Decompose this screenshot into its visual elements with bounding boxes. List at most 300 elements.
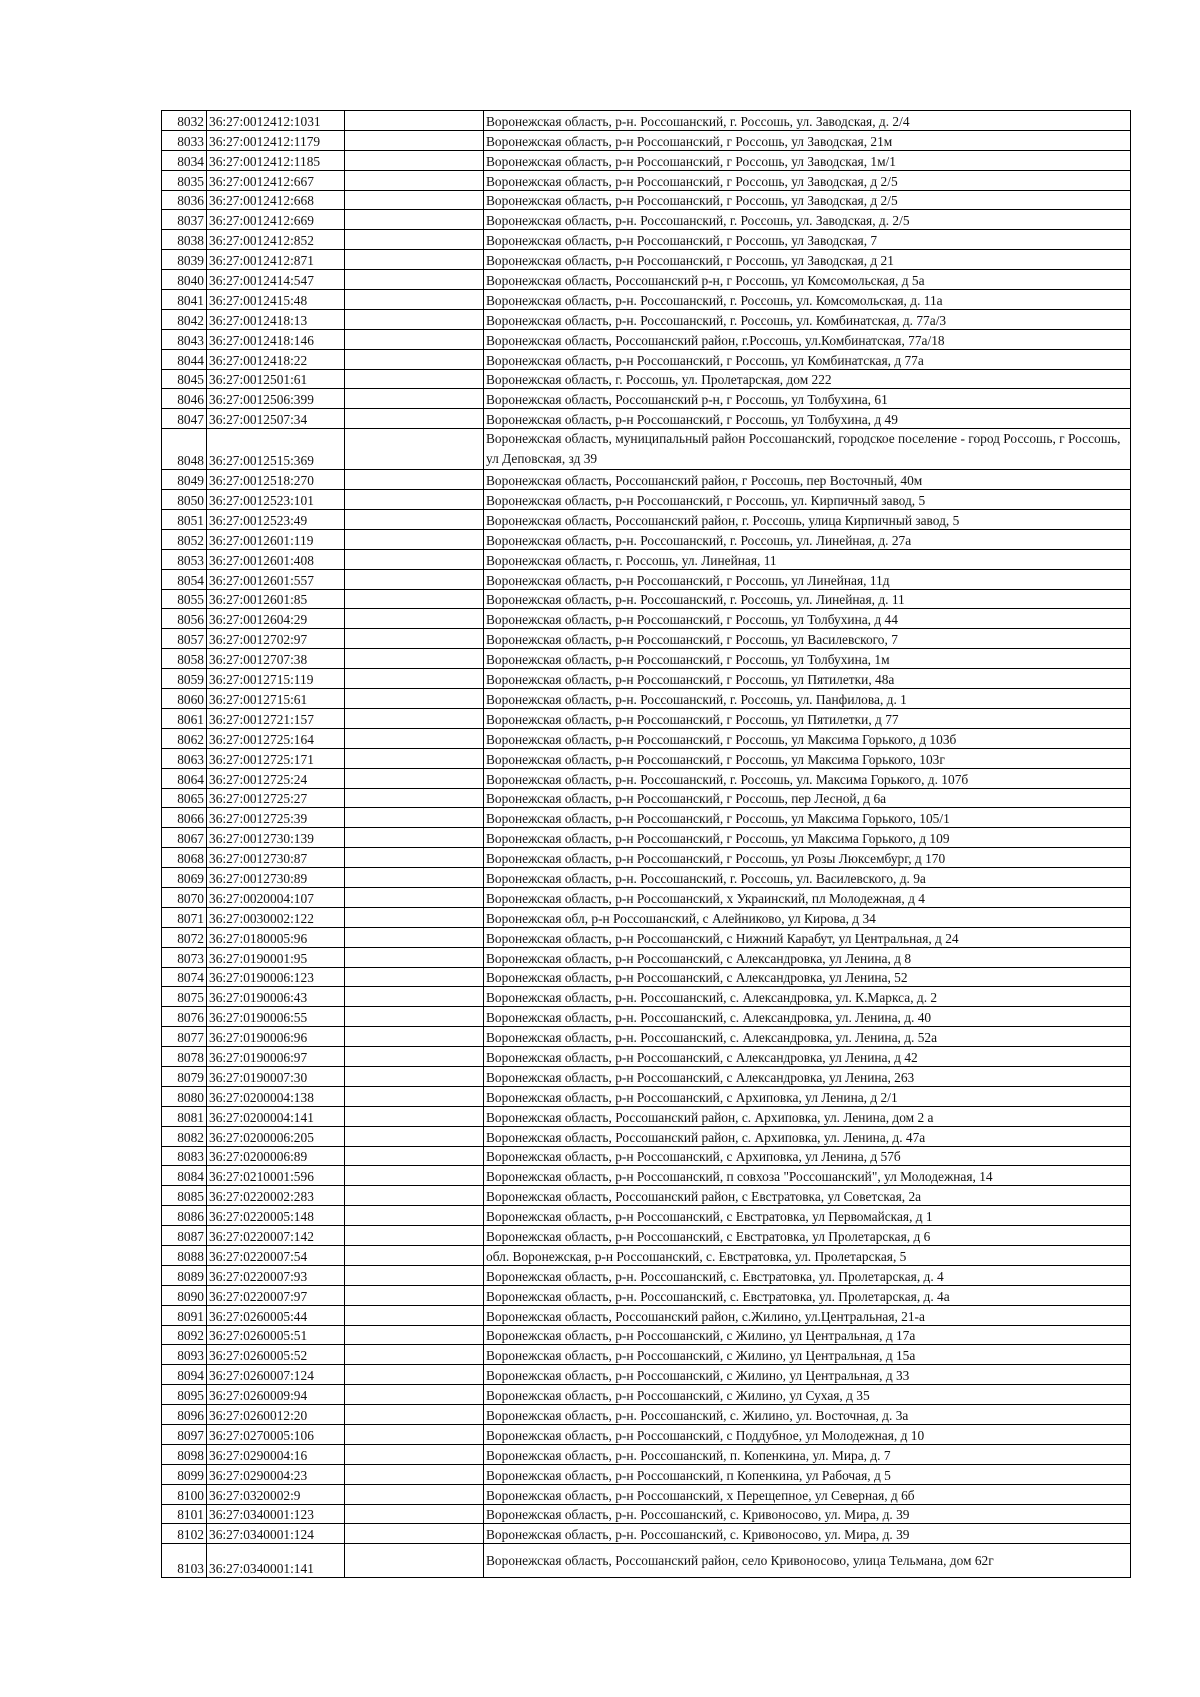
table-row [162, 389, 1131, 409]
address-cell: Воронежская область, р-н Россошанский, г Россошь, ул Заводская, д 2/5 [484, 190, 1131, 210]
cadastral-number-cell: 36:27:0200006:205 [207, 1126, 345, 1146]
cadastral-number-cell: 36:27:0220002:283 [207, 1186, 345, 1206]
row-number-cell: 8059 [162, 669, 207, 689]
address-cell: Воронежская область, р-н Россошанский, с Жилино, ул Центральная, д 33 [484, 1365, 1131, 1385]
address-cell: Воронежская область, Россошанский р-н, г Россошь, ул Толбухина, 61 [484, 389, 1131, 409]
cadastral-number-cell: 36:27:0270005:106 [207, 1425, 345, 1445]
cadastral-number-cell: 36:27:0012730:87 [207, 848, 345, 868]
table-row [162, 1245, 1131, 1265]
table-row [162, 130, 1131, 150]
address-cell: Воронежская область, Россошанский район, с. Архиповка, ул. Ленина, д. 47а [484, 1126, 1131, 1146]
row-number-cell: 8101 [162, 1504, 207, 1524]
cadastral-number-cell: 36:27:0012721:157 [207, 708, 345, 728]
row-number-cell: 8042 [162, 309, 207, 329]
address-cell: Воронежская область, г. Россошь, ул. Линейная, 11 [484, 549, 1131, 569]
address-cell: Воронежская область, р-н Россошанский, с Жилино, ул Центральная, д 15а [484, 1345, 1131, 1365]
table-row [162, 1325, 1131, 1345]
empty-cell [345, 470, 484, 490]
cadastral-number-cell: 36:27:0012518:270 [207, 470, 345, 490]
address-cell: Воронежская область, р-н. Россошанский, с. Кривоносово, ул. Мира, д. 39 [484, 1524, 1131, 1544]
cadastral-number-cell: 36:27:0012707:38 [207, 649, 345, 669]
address-cell: Воронежская область, р-н. Россошанский, г. Россошь, ул. Максима Горького, д. 107б [484, 768, 1131, 788]
cadastral-number-cell: 36:27:0220007:93 [207, 1265, 345, 1285]
cadastral-number-cell: 36:27:0012715:61 [207, 689, 345, 709]
cadastral-number-cell: 36:27:0012412:1031 [207, 111, 345, 131]
address-cell: Воронежская область, р-н Россошанский, с Нижний Карабут, ул Центральная, д 24 [484, 927, 1131, 947]
address-cell: Воронежская область, р-н Россошанский, х Украинский, пл Молодежная, д 4 [484, 887, 1131, 907]
empty-cell [345, 649, 484, 669]
cadastral-number-cell: 36:27:0220007:54 [207, 1245, 345, 1265]
table-row [162, 190, 1131, 210]
table-row [162, 987, 1131, 1007]
cadastral-number-cell: 36:27:0012725:24 [207, 768, 345, 788]
table-row [162, 1544, 1131, 1578]
cadastral-number-cell: 36:27:0200006:89 [207, 1146, 345, 1166]
empty-cell [345, 569, 484, 589]
cadastral-number-cell: 36:27:0012412:667 [207, 170, 345, 190]
row-number-cell: 8081 [162, 1106, 207, 1126]
table-row [162, 1444, 1131, 1464]
empty-cell [345, 689, 484, 709]
row-number-cell: 8089 [162, 1265, 207, 1285]
empty-cell [345, 907, 484, 927]
cadastral-number-cell: 36:27:0012725:39 [207, 808, 345, 828]
empty-cell [345, 788, 484, 808]
table-row [162, 1226, 1131, 1246]
row-number-cell: 8041 [162, 290, 207, 310]
empty-cell [345, 629, 484, 649]
cadastral-number-cell: 36:27:0012725:164 [207, 728, 345, 748]
table-row [162, 828, 1131, 848]
empty-cell [345, 329, 484, 349]
empty-cell [345, 1484, 484, 1504]
table-row [162, 1086, 1131, 1106]
table-row [162, 1166, 1131, 1186]
cadastral-number-cell: 36:27:0012501:61 [207, 369, 345, 389]
empty-cell [345, 1425, 484, 1445]
table-row [162, 768, 1131, 788]
empty-cell [345, 748, 484, 768]
table-row [162, 529, 1131, 549]
table-row [162, 1186, 1131, 1206]
address-cell: Воронежская область, р-н. Россошанский, г. Россошь, ул. Заводская, д. 2/5 [484, 210, 1131, 230]
table-row [162, 429, 1131, 470]
address-cell: Воронежская область, р-н Россошанский, г Россошь, ул Заводская, д 21 [484, 250, 1131, 270]
table-row [162, 1365, 1131, 1385]
cadastral-number-cell: 36:27:0340001:124 [207, 1524, 345, 1544]
address-cell: Воронежская область, р-н Россошанский, п Копенкина, ул Рабочая, д 5 [484, 1464, 1131, 1484]
address-cell: Воронежская область, р-н Россошанский, г Россошь, ул Максима Горького, д 109 [484, 828, 1131, 848]
empty-cell [345, 1166, 484, 1186]
table-row [162, 1484, 1131, 1504]
cadastral-number-cell: 36:27:0012412:871 [207, 250, 345, 270]
row-number-cell: 8090 [162, 1285, 207, 1305]
empty-cell [345, 1345, 484, 1365]
cadastral-number-cell: 36:27:0190001:95 [207, 947, 345, 967]
row-number-cell: 8072 [162, 927, 207, 947]
row-number-cell: 8084 [162, 1166, 207, 1186]
table-row [162, 967, 1131, 987]
address-cell: Воронежская область, р-н. Россошанский, с. Евстратовка, ул. Пролетарская, д. 4а [484, 1285, 1131, 1305]
empty-cell [345, 848, 484, 868]
empty-cell [345, 768, 484, 788]
row-number-cell: 8100 [162, 1484, 207, 1504]
table-row [162, 868, 1131, 888]
table-row [162, 369, 1131, 389]
address-cell: Воронежская область, р-н Россошанский, г Россошь, ул Пятилетки, д 77 [484, 708, 1131, 728]
table-row [162, 1146, 1131, 1166]
address-cell: Воронежская обл, р-н Россошанский, с Алейниково, ул Кирова, д 34 [484, 907, 1131, 927]
row-number-cell: 8037 [162, 210, 207, 230]
empty-cell [345, 529, 484, 549]
row-number-cell: 8082 [162, 1126, 207, 1146]
address-cell: Воронежская область, р-н. Россошанский, г. Россошь, ул. Комбинатская, д. 77а/3 [484, 309, 1131, 329]
row-number-cell: 8039 [162, 250, 207, 270]
table-row [162, 808, 1131, 828]
empty-cell [345, 1305, 484, 1325]
address-cell: Воронежская область, р-н Россошанский, с Александровка, ул Ленина, д 42 [484, 1047, 1131, 1067]
row-number-cell: 8074 [162, 967, 207, 987]
registry-table-body [162, 111, 1131, 1578]
empty-cell [345, 549, 484, 569]
empty-cell [345, 490, 484, 510]
table-row [162, 947, 1131, 967]
row-number-cell: 8103 [162, 1544, 207, 1578]
cadastral-number-cell: 36:27:0012507:34 [207, 409, 345, 429]
row-number-cell: 8038 [162, 230, 207, 250]
empty-cell [345, 1186, 484, 1206]
address-cell: Воронежская область, р-н Россошанский, г Россошь, ул Толбухина, 1м [484, 649, 1131, 669]
address-cell: Воронежская область, р-н Россошанский, г Россошь, пер Лесной, д 6а [484, 788, 1131, 808]
address-cell: Воронежская область, р-н Россошанский, г Россошь, ул Максима Горького, д 103б [484, 728, 1131, 748]
address-cell: Воронежская область, р-н. Россошанский, г. Россошь, ул. Линейная, д. 11 [484, 589, 1131, 609]
table-row [162, 1425, 1131, 1445]
empty-cell [345, 987, 484, 1007]
empty-cell [345, 1047, 484, 1067]
table-row [162, 210, 1131, 230]
cadastral-number-cell: 36:27:0260009:94 [207, 1385, 345, 1405]
cadastral-number-cell: 36:27:0220007:97 [207, 1285, 345, 1305]
address-cell: Воронежская область, р-н Россошанский, с Архиповка, ул Ленина, д 57б [484, 1146, 1131, 1166]
table-row [162, 270, 1131, 290]
address-cell: Воронежская область, р-н. Россошанский, г. Россошь, ул. Линейная, д. 27а [484, 529, 1131, 549]
table-row [162, 748, 1131, 768]
empty-cell [345, 1524, 484, 1544]
table-row [162, 1106, 1131, 1126]
row-number-cell: 8095 [162, 1385, 207, 1405]
empty-cell [345, 309, 484, 329]
cadastral-number-cell: 36:27:0012515:369 [207, 429, 345, 470]
table-row [162, 1305, 1131, 1325]
row-number-cell: 8062 [162, 728, 207, 748]
empty-cell [345, 429, 484, 470]
cadastral-number-cell: 36:27:0012412:852 [207, 230, 345, 250]
cadastral-number-cell: 36:27:0220005:148 [207, 1206, 345, 1226]
empty-cell [345, 1086, 484, 1106]
empty-cell [345, 868, 484, 888]
address-cell: Воронежская область, Россошанский р-н, г Россошь, ул Комсомольская, д 5а [484, 270, 1131, 290]
table-row [162, 589, 1131, 609]
cadastral-number-cell: 36:27:0012601:119 [207, 529, 345, 549]
address-cell: Воронежская область, р-н Россошанский, с Поддубное, ул Молодежная, д 10 [484, 1425, 1131, 1445]
table-row [162, 669, 1131, 689]
address-cell: Воронежская область, р-н. Россошанский, с. Александровка, ул. Ленина, д. 52а [484, 1027, 1131, 1047]
empty-cell [345, 887, 484, 907]
table-row [162, 1027, 1131, 1047]
empty-cell [345, 947, 484, 967]
row-number-cell: 8048 [162, 429, 207, 470]
table-row [162, 887, 1131, 907]
table-row [162, 309, 1131, 329]
address-cell: Воронежская область, Россошанский район, г. Россошь, улица Кирпичный завод, 5 [484, 510, 1131, 530]
cadastral-number-cell: 36:27:0180005:96 [207, 927, 345, 947]
row-number-cell: 8040 [162, 270, 207, 290]
table-row [162, 609, 1131, 629]
empty-cell [345, 170, 484, 190]
table-row [162, 569, 1131, 589]
empty-cell [345, 1027, 484, 1047]
cadastral-number-cell: 36:27:0012702:97 [207, 629, 345, 649]
cadastral-number-cell: 36:27:0190007:30 [207, 1066, 345, 1086]
table-row [162, 848, 1131, 868]
row-number-cell: 8032 [162, 111, 207, 131]
table-row [162, 1385, 1131, 1405]
row-number-cell: 8097 [162, 1425, 207, 1445]
table-row [162, 490, 1131, 510]
cadastral-number-cell: 36:27:0260005:51 [207, 1325, 345, 1345]
empty-cell [345, 927, 484, 947]
table-row [162, 728, 1131, 748]
row-number-cell: 8063 [162, 748, 207, 768]
empty-cell [345, 1405, 484, 1425]
row-number-cell: 8044 [162, 349, 207, 369]
cadastral-number-cell: 36:27:0260005:44 [207, 1305, 345, 1325]
address-cell: Воронежская область, р-н. Россошанский, с. Александровка, ул. Ленина, д. 40 [484, 1007, 1131, 1027]
table-row [162, 907, 1131, 927]
empty-cell [345, 150, 484, 170]
row-number-cell: 8086 [162, 1206, 207, 1226]
row-number-cell: 8087 [162, 1226, 207, 1246]
row-number-cell: 8060 [162, 689, 207, 709]
table-row [162, 1345, 1131, 1365]
table-row [162, 111, 1131, 131]
cadastral-number-cell: 36:27:0220007:142 [207, 1226, 345, 1246]
cadastral-number-cell: 36:27:0320002:9 [207, 1484, 345, 1504]
row-number-cell: 8036 [162, 190, 207, 210]
table-row [162, 788, 1131, 808]
row-number-cell: 8077 [162, 1027, 207, 1047]
row-number-cell: 8049 [162, 470, 207, 490]
cadastral-number-cell: 36:27:0012412:1185 [207, 150, 345, 170]
cadastral-number-cell: 36:27:0260012:20 [207, 1405, 345, 1425]
empty-cell [345, 270, 484, 290]
address-cell: Воронежская область, р-н Россошанский, с Александровка, ул Ленина, 263 [484, 1066, 1131, 1086]
row-number-cell: 8035 [162, 170, 207, 190]
cadastral-number-cell: 36:27:0012730:89 [207, 868, 345, 888]
row-number-cell: 8091 [162, 1305, 207, 1325]
table-row [162, 349, 1131, 369]
address-cell: Воронежская область, р-н Россошанский, г Россошь, ул Максима Горького, 105/1 [484, 808, 1131, 828]
row-number-cell: 8092 [162, 1325, 207, 1345]
cadastral-number-cell: 36:27:0012601:557 [207, 569, 345, 589]
address-cell: Воронежская область, р-н. Россошанский, г. Россошь, ул. Панфилова, д. 1 [484, 689, 1131, 709]
table-row [162, 1464, 1131, 1484]
row-number-cell: 8076 [162, 1007, 207, 1027]
address-cell: обл. Воронежская, р-н Россошанский, с. Евстратовка, ул. Пролетарская, 5 [484, 1245, 1131, 1265]
table-row [162, 1524, 1131, 1544]
cadastral-number-cell: 36:27:0340001:141 [207, 1544, 345, 1578]
table-row [162, 1066, 1131, 1086]
address-cell: Воронежская область, р-н Россошанский, г Россошь, ул Василевского, 7 [484, 629, 1131, 649]
empty-cell [345, 1504, 484, 1524]
empty-cell [345, 1464, 484, 1484]
cadastral-number-cell: 36:27:0290004:16 [207, 1444, 345, 1464]
cadastral-number-cell: 36:27:0012730:139 [207, 828, 345, 848]
address-cell: Воронежская область, р-н Россошанский, г Россошь, ул Линейная, 11д [484, 569, 1131, 589]
cadastral-number-cell: 36:27:0012412:668 [207, 190, 345, 210]
empty-cell [345, 130, 484, 150]
cadastral-number-cell: 36:27:0260005:52 [207, 1345, 345, 1365]
row-number-cell: 8046 [162, 389, 207, 409]
cadastral-number-cell: 36:27:0012604:29 [207, 609, 345, 629]
cadastral-number-cell: 36:27:0200004:138 [207, 1086, 345, 1106]
table-row [162, 409, 1131, 429]
cadastral-number-cell: 36:27:0340001:123 [207, 1504, 345, 1524]
cadastral-number-cell: 36:27:0190006:43 [207, 987, 345, 1007]
empty-cell [345, 230, 484, 250]
address-cell: Воронежская область, р-н Россошанский, с Жилино, ул Сухая, д 35 [484, 1385, 1131, 1405]
empty-cell [345, 1285, 484, 1305]
address-cell: Воронежская область, р-н. Россошанский, п. Копенкина, ул. Мира, д. 7 [484, 1444, 1131, 1464]
empty-cell [345, 609, 484, 629]
address-cell: Воронежская область, Россошанский район, г.Россошь, ул.Комбинатская, 77а/18 [484, 329, 1131, 349]
cadastral-number-cell: 36:27:0260007:124 [207, 1365, 345, 1385]
address-cell: Воронежская область, р-н Россошанский, с Александровка, ул Ленина, 52 [484, 967, 1131, 987]
table-row [162, 1047, 1131, 1067]
empty-cell [345, 1544, 484, 1578]
row-number-cell: 8071 [162, 907, 207, 927]
row-number-cell: 8057 [162, 629, 207, 649]
empty-cell [345, 190, 484, 210]
empty-cell [345, 1066, 484, 1086]
address-cell: Воронежская область, Россошанский район, с.Жилино, ул.Центральная, 21-а [484, 1305, 1131, 1325]
row-number-cell: 8088 [162, 1245, 207, 1265]
cadastral-number-cell: 36:27:0012601:408 [207, 549, 345, 569]
table-row [162, 1007, 1131, 1027]
address-cell: Воронежская область, Россошанский район, с Евстратовка, ул Советская, 2а [484, 1186, 1131, 1206]
cadastral-number-cell: 36:27:0012412:1179 [207, 130, 345, 150]
table-row [162, 290, 1131, 310]
cadastral-number-cell: 36:27:0030002:122 [207, 907, 345, 927]
row-number-cell: 8047 [162, 409, 207, 429]
cadastral-number-cell: 36:27:0290004:23 [207, 1464, 345, 1484]
table-row [162, 1126, 1131, 1146]
address-cell: Воронежская область, р-н. Россошанский, г. Россошь, ул. Заводская, д. 2/4 [484, 111, 1131, 131]
row-number-cell: 8094 [162, 1365, 207, 1385]
row-number-cell: 8080 [162, 1086, 207, 1106]
address-cell: Воронежская область, г. Россошь, ул. Пролетарская, дом 222 [484, 369, 1131, 389]
row-number-cell: 8064 [162, 768, 207, 788]
row-number-cell: 8093 [162, 1345, 207, 1365]
table-row [162, 1265, 1131, 1285]
row-number-cell: 8083 [162, 1146, 207, 1166]
row-number-cell: 8096 [162, 1405, 207, 1425]
cadastral-number-cell: 36:27:0012418:13 [207, 309, 345, 329]
address-cell: Воронежская область, р-н. Россошанский, с. Евстратовка, ул. Пролетарская, д. 4 [484, 1265, 1131, 1285]
address-cell: Воронежская область, р-н Россошанский, г Россошь, ул Заводская, 7 [484, 230, 1131, 250]
table-row [162, 510, 1131, 530]
empty-cell [345, 708, 484, 728]
cadastral-number-cell: 36:27:0012523:49 [207, 510, 345, 530]
cadastral-number-cell: 36:27:0190006:123 [207, 967, 345, 987]
address-cell: Воронежская область, р-н Россошанский, с Евстратовка, ул Первомайская, д 1 [484, 1206, 1131, 1226]
cadastral-number-cell: 36:27:0012415:48 [207, 290, 345, 310]
row-number-cell: 8043 [162, 329, 207, 349]
empty-cell [345, 1106, 484, 1126]
cadastral-number-cell: 36:27:0200004:141 [207, 1106, 345, 1126]
row-number-cell: 8051 [162, 510, 207, 530]
table-row [162, 170, 1131, 190]
row-number-cell: 8056 [162, 609, 207, 629]
table-row [162, 1206, 1131, 1226]
row-number-cell: 8102 [162, 1524, 207, 1544]
address-cell: Воронежская область, р-н Россошанский, с Архиповка, ул Ленина, д 2/1 [484, 1086, 1131, 1106]
address-cell: Воронежская область, р-н Россошанский, х Перещепное, ул Северная, д 6б [484, 1484, 1131, 1504]
empty-cell [345, 111, 484, 131]
table-row [162, 329, 1131, 349]
address-cell: Воронежская область, р-н Россошанский, г Россошь, ул Толбухина, д 44 [484, 609, 1131, 629]
cadastral-number-cell: 36:27:0012601:85 [207, 589, 345, 609]
row-number-cell: 8061 [162, 708, 207, 728]
cadastral-number-cell: 36:27:0020004:107 [207, 887, 345, 907]
row-number-cell: 8067 [162, 828, 207, 848]
address-cell: Воронежская область, Россошанский район, село Кривоносово, улица Тельмана, дом 62г [484, 1544, 1131, 1578]
address-cell: Воронежская область, р-н Россошанский, г Россошь, ул Заводская, д 2/5 [484, 170, 1131, 190]
row-number-cell: 8078 [162, 1047, 207, 1067]
empty-cell [345, 808, 484, 828]
row-number-cell: 8073 [162, 947, 207, 967]
row-number-cell: 8058 [162, 649, 207, 669]
empty-cell [345, 409, 484, 429]
row-number-cell: 8099 [162, 1464, 207, 1484]
row-number-cell: 8052 [162, 529, 207, 549]
address-cell: Воронежская область, р-н Россошанский, г Россошь, ул Заводская, 1м/1 [484, 150, 1131, 170]
row-number-cell: 8050 [162, 490, 207, 510]
empty-cell [345, 349, 484, 369]
table-row [162, 649, 1131, 669]
address-cell: Воронежская область, р-н Россошанский, с Евстратовка, ул Пролетарская, д 6 [484, 1226, 1131, 1246]
table-row [162, 250, 1131, 270]
row-number-cell: 8034 [162, 150, 207, 170]
address-cell: Воронежская область, р-н Россошанский, г Россошь, ул Комбинатская, д 77а [484, 349, 1131, 369]
empty-cell [345, 1245, 484, 1265]
empty-cell [345, 510, 484, 530]
empty-cell [345, 1126, 484, 1146]
empty-cell [345, 589, 484, 609]
empty-cell [345, 669, 484, 689]
table-row [162, 629, 1131, 649]
row-number-cell: 8098 [162, 1444, 207, 1464]
row-number-cell: 8033 [162, 130, 207, 150]
address-cell: Воронежская область, р-н. Россошанский, с. Александровка, ул. К.Маркса, д. 2 [484, 987, 1131, 1007]
row-number-cell: 8069 [162, 868, 207, 888]
address-cell: Воронежская область, р-н Россошанский, г Россошь, ул Заводская, 21м [484, 130, 1131, 150]
cadastral-number-cell: 36:27:0210001:596 [207, 1166, 345, 1186]
table-row [162, 549, 1131, 569]
cadastral-number-cell: 36:27:0012725:171 [207, 748, 345, 768]
address-cell: Воронежская область, р-н Россошанский, г Россошь, ул Пятилетки, 48а [484, 669, 1131, 689]
empty-cell [345, 967, 484, 987]
